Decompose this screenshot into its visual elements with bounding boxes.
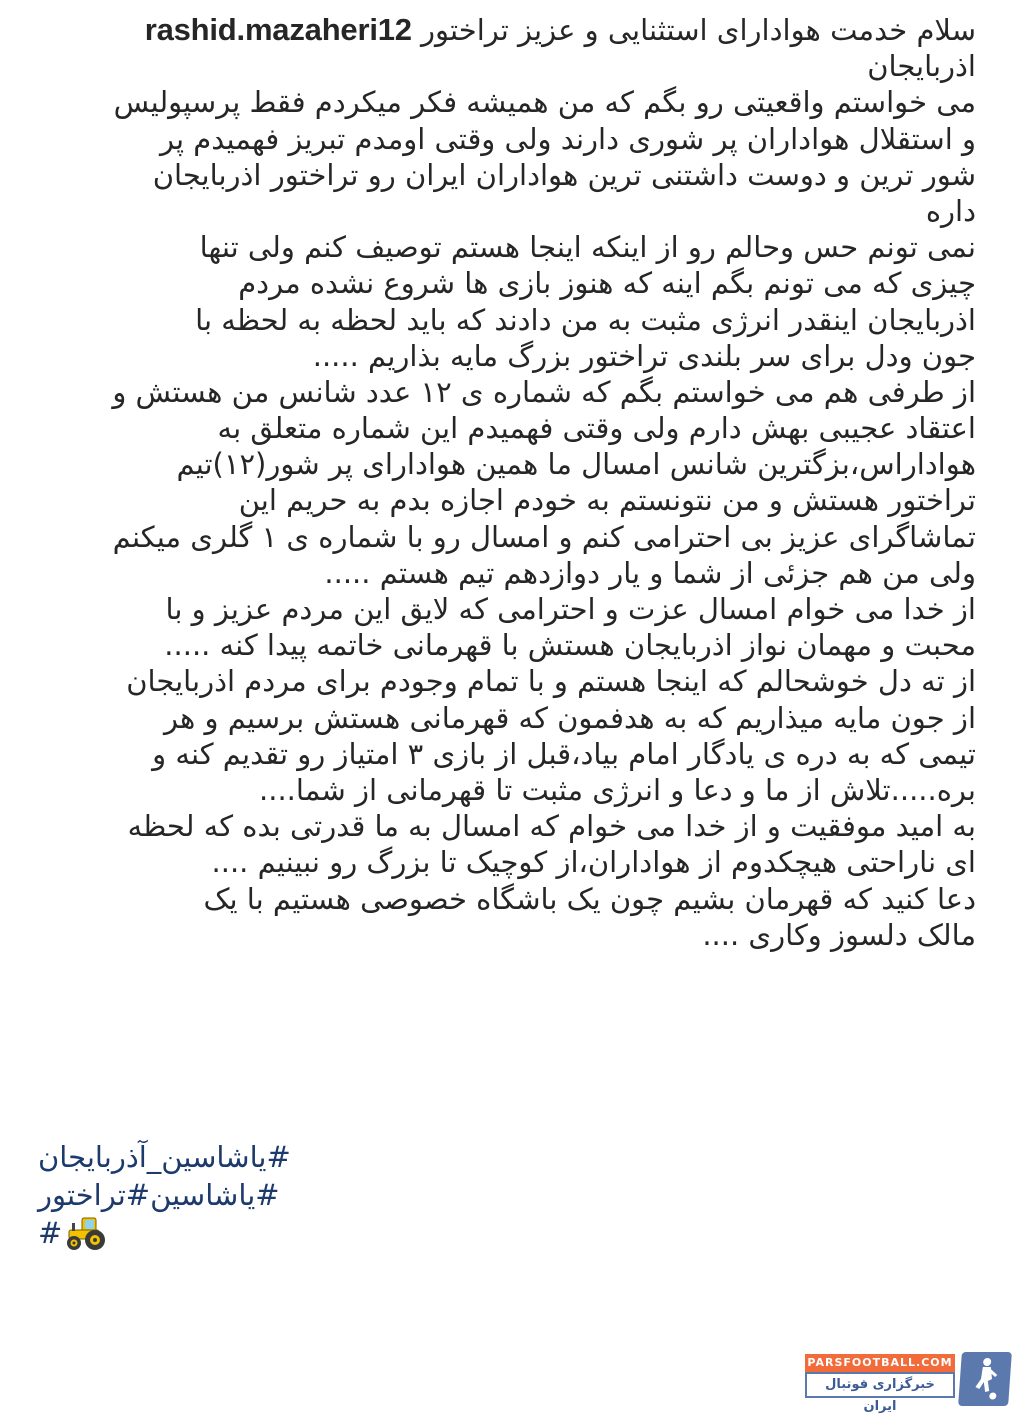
caption-line: از خدا می خوام امسال عزت و احترامی که لایق این مردم عزیز و با	[165, 592, 976, 626]
caption-line: چیزی که می تونم بگم اینه که هنوز بازی ها شروع نشده مردم	[238, 266, 976, 301]
caption-line: اذربایجان اینقدر انرژی مثبت به من دادند که باید لحظه به لحظه با	[195, 302, 976, 337]
caption-line: از ته دل خوشحالم که اینجا هستم و با تمام وجودم برای مردم اذربایجان	[126, 664, 976, 699]
caption-line: می خواستم واقعیتی رو بگم که من همیشه فکر میکردم فقط پرسپولیس	[113, 85, 976, 120]
caption-line: مالک دلسوز وکاری ....	[702, 917, 976, 952]
hash-symbol: #	[38, 1216, 63, 1250]
hashtag-tractor-emoji[interactable]	[38, 1214, 291, 1252]
post-caption	[38, 12, 976, 953]
caption-line: محبت و مهمان نواز اذربایجان هستش با قهرمانی خاتمه پیدا کنه .....	[164, 628, 976, 663]
caption-line: نمی تونم حس وحالم رو از اینکه اینجا هستم توصیف کنم ولی تنها	[199, 230, 976, 265]
caption-line: و استقلال هواداران پر شوری دارند ولی وقتی اومدم تبریز فهمیدم پر	[159, 121, 976, 156]
caption-text: سلام خدمت هوادارای استثنایی و عزیز تراختور	[421, 13, 976, 47]
caption-line: شور ترین و دوست داشتنی ترین هواداران ایران رو تراختور اذربایجان	[152, 157, 976, 192]
hashtag-yashasin-azerbaijan[interactable]: #یاشاسین_آذربایجان	[38, 1140, 291, 1174]
caption-line: تیمی که به دره ی یادگار امام بیاد،قبل از بازی ۳ امتیاز رو تقدیم کنه و	[152, 736, 976, 771]
hashtag-list	[38, 1138, 291, 1252]
caption-line: دعا کنید که قهرمان بشیم چون یک باشگاه خصوصی هستیم با یک	[203, 881, 976, 916]
hashtag-yashasin-tractor[interactable]: #یاشاسین#تراختور	[38, 1178, 280, 1212]
caption-line: از جون مایه میذاریم که به هدفمون که قهرمانی هستش برسیم و هر	[163, 700, 976, 735]
caption-line: به امید موفقیت و از خدا می خوام که امسال به ما قدرتی بده که لحظه	[127, 809, 976, 844]
watermark-tagline: خبرگزاری فوتبال ایران	[805, 1372, 955, 1398]
username-link[interactable]: rashid.mazaheri12	[144, 12, 412, 47]
caption-line-1	[38, 12, 976, 48]
tractor-icon	[64, 1215, 108, 1251]
watermark-site: PARSFOOTBALL.COM	[805, 1354, 955, 1372]
caption-line: اعتقاد عجیبی بهش دارم ولی وقتی فهمیدم این شماره متعلق به	[217, 411, 976, 446]
caption-line: بره.....تلاش از ما و دعا و انرژی مثبت تا قهرمانی از شما....	[259, 772, 976, 807]
caption-line: جون ودل برای سر بلندی تراختور بزرگ مایه بذاریم .....	[312, 338, 976, 373]
footballer-logo-icon	[958, 1352, 1012, 1406]
caption-line: هواداراس،بزگترین شانس امسال ما همین هوادارای پر شور(۱۲)تیم	[176, 447, 976, 482]
caption-line: از طرفی هم می خواستم بگم که شماره ی ۱۲ عدد شانس من هستش و	[112, 374, 976, 409]
caption-line: ای ناراحتی هیچکدوم از هواداران،از کوچیک تا بزرگ رو نبینیم ....	[211, 845, 976, 880]
caption-line: ولی من هم جزئی از شما و یار دوازدهم تیم هستم .....	[324, 555, 976, 590]
parsfootball-watermark	[805, 1352, 1011, 1414]
caption-line: تراختور هستش و من نتونستم به خودم اجازه بدم به حریم این	[238, 483, 976, 518]
caption-line: تماشاگرای عزیز بی احترامی کنم و امسال رو با شماره ی ۱ گلری میکنم	[112, 519, 976, 554]
caption-line: اذربایجان	[867, 49, 976, 84]
caption-line: داره	[925, 193, 976, 228]
